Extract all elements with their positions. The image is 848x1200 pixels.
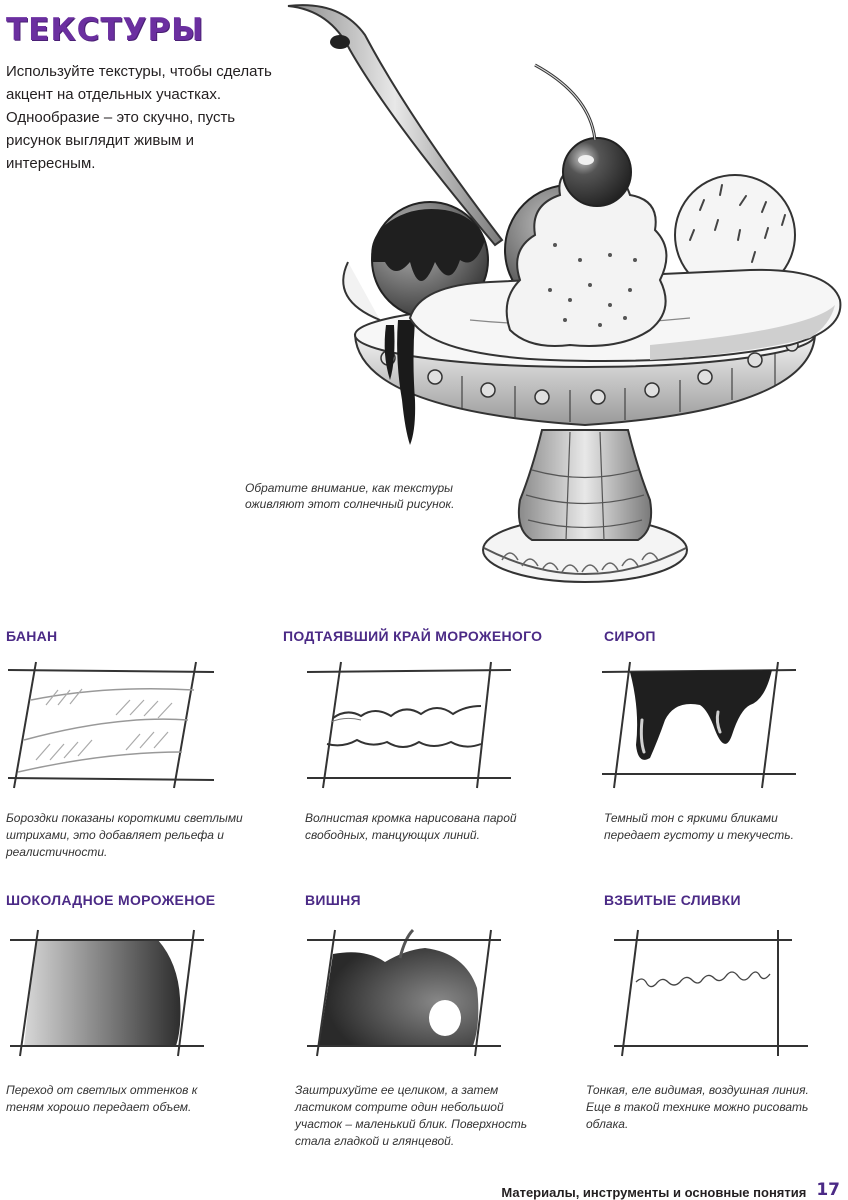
illustration-caption: Обратите внимание, как текстуры оживляют этот солнечный рисунок. bbox=[245, 481, 455, 511]
section-title-cherry: ВИШНЯ bbox=[305, 892, 361, 908]
section-desc-melted-edge: Волнистая кромка нарисована парой свободных, танцующих линий. bbox=[305, 811, 517, 842]
section-desc-chocolate: Переход от светлых оттенков к теням хорошо передает объем. bbox=[6, 1083, 198, 1114]
cherry-texture-sample bbox=[305, 928, 505, 1058]
page-number: 17 bbox=[816, 1180, 840, 1200]
whipped-cream-texture-sample bbox=[612, 928, 812, 1058]
intro-text: Используйте текстуры, чтобы сделать акцент на отдельных участках. Однообразие – это скучно, пусть рисунок выглядит живым и интересным. bbox=[6, 63, 272, 172]
section-desc-whipped-cream: Тонкая, еле видимая, воздушная линия. Еще в такой технике можно рисовать облака. bbox=[586, 1083, 809, 1131]
section-title-whipped-cream: ВЗБИТЫЕ СЛИВКИ bbox=[604, 892, 741, 908]
melted-edge-texture-sample bbox=[305, 660, 515, 790]
chocolate-texture-sample bbox=[8, 928, 208, 1058]
section-title-melted-edge: ПОДТАЯВШИЙ КРАЙ МОРОЖЕНОГО bbox=[283, 628, 543, 644]
section-title-chocolate: ШОКОЛАДНОЕ МОРОЖЕНОЕ bbox=[6, 892, 216, 908]
syrup-texture-sample bbox=[600, 660, 800, 790]
section-desc-banana: Бороздки показаны короткими светлыми штрихами, это добавляет рельефа и реалистичности. bbox=[6, 811, 243, 859]
page-title: ТЕКСТУРЫ bbox=[6, 12, 205, 48]
footer-chapter-title: Материалы, инструменты и основные понятия bbox=[501, 1185, 807, 1200]
section-title-syrup: СИРОП bbox=[604, 628, 656, 644]
banana-texture-sample bbox=[6, 660, 218, 790]
section-desc-syrup: Темный тон с яркими бликами передает густоту и текучесть. bbox=[604, 811, 794, 842]
page-footer bbox=[501, 1178, 840, 1200]
section-title-banana: БАНАН bbox=[6, 628, 58, 644]
section-desc-cherry: Заштрихуйте ее целиком, а затем ластиком сотрите один небольшой участок – маленький блик. Поверхность стала гладкой и глянцевой. bbox=[295, 1083, 528, 1148]
